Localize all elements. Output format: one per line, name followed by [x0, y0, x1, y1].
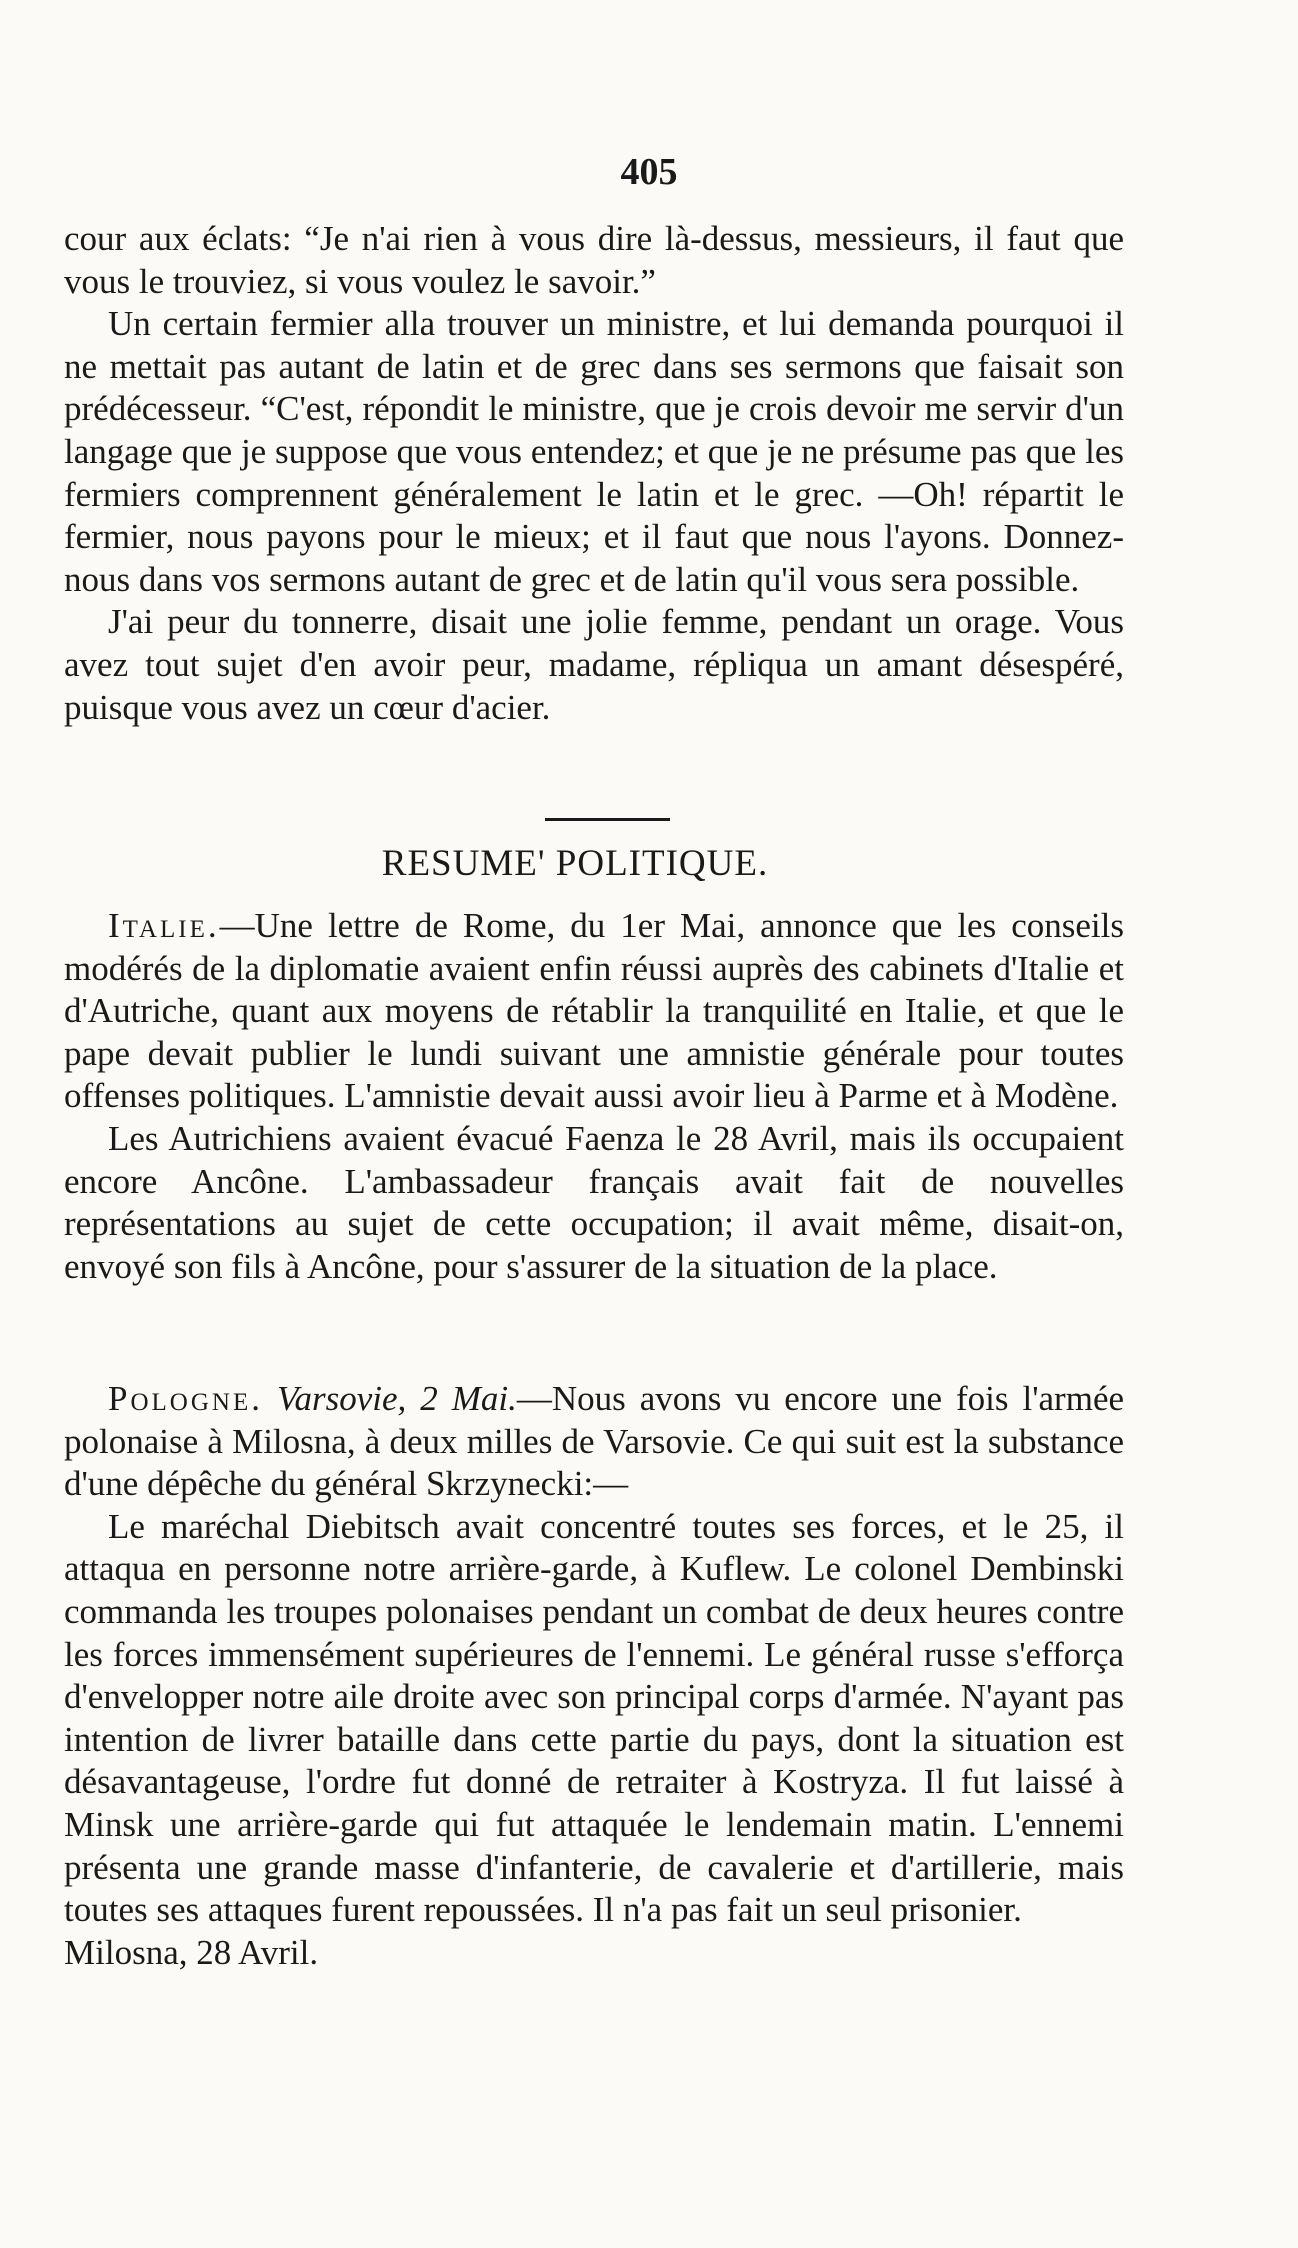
paragraph: Un certain fermier alla trouver un ministre, et lui demanda pourquoi il ne mettait pas autant de latin et de grec dans ses sermons que faisait son prédécesseur. “C'est, répondit le ministre, que je crois devoir me servir d'un langage que je suppose que vous entendez; et que je ne présume pas que les fermiers comprennent généralement le latin et le grec. —Oh! répartit le fermier, nous payons pour le mieux; et il faut que nous l'ayons. Donnez-nous dans vos sermons autant de grec et de latin qu'il vous sera possible. — [64, 304, 1124, 599]
paragraph: Les Autrichiens avaient évacué Faenza le 28 Avril, mais ils occupaient encore Ancône. L'ambassadeur français avait fait de nouvelles représentations au sujet de cette occupation; il avait même, disait-on, envoyé son fils à Ancône, pour s'assurer de la situation de la place. — [64, 1118, 1124, 1286]
section-label: Italie. — [108, 906, 220, 945]
paragraph — [64, 1378, 1124, 1506]
anecdotes-block — [64, 218, 1124, 729]
italie-section — [64, 905, 1124, 1288]
dateline: Varsovie, 2 Mai. — [276, 1379, 517, 1418]
paragraph — [64, 905, 1124, 1118]
paragraph: J'ai peur du tonnerre, disait une jolie femme, pendant un orage. Vous avez tout sujet d'en avoir peur, madame, répliqua un amant désespéré, puisque vous avez un cœur d'acier. — [64, 602, 1124, 727]
pologne-section — [64, 1378, 1124, 1974]
section-label: Pologne. — [108, 1379, 263, 1418]
section-title: RESUME' POLITIQUE. — [381, 843, 769, 884]
page-number: 405 — [620, 151, 678, 193]
paragraph: Le maréchal Diebitsch avait concentré toutes ses forces, et le 25, il attaqua en personne notre arrière-garde, à Kuflew. Le colonel Dembinski commanda les troupes polonaises pendant un combat de deux heures contre les forces immensément supérieures de l'ennemi. Le général russe s'efforça d'envelopper notre aile droite avec son principal corps d'armée. N'ayant pas intention de livrer bataille dans cette partie du pays, dont la situation est désavantageuse, l'ordre fut donné de retraiter à Kostryza. Il fut laissé à Minsk une arrière-garde qui fut attaquée le lendemain matin. L'ennemi présenta une grande masse d'infanterie, de cavalerie et d'artillerie, mais toutes ses attaques furent repoussées. Il n'a pas fait un seul prisonier. — [64, 1506, 1124, 1930]
paragraph: cour aux éclats: “Je n'ai rien à vous dire là-dessus, messieurs, il faut que vous le trouviez, si vous voulez le savoir.” — [64, 219, 1124, 301]
paragraph-text: —Une lettre de Rome, du 1er Mai, annonce que les conseils modérés de la diplomatie avaient enfin réussi auprès des cabinets d'Italie et d'Autriche, quant aux moyens de rétablir la tranquilité en Italie, et que le pape devait publier le lundi suivant une amnistie générale pour toutes offenses politiques. L'amnistie devait aussi avoir lieu à Parme et à Modène. — [64, 906, 1124, 1116]
section-divider — [545, 818, 670, 821]
paragraph-text: —Nous avons vu encore une fois l'armée polonaise à Milosna, à deux milles de Varsovie. Ce qui suit est la substance d'une dépêche du général Skrzynecki:— — [64, 1379, 1125, 1504]
signature: Milosna, 28 Avril. — [64, 1932, 319, 1972]
